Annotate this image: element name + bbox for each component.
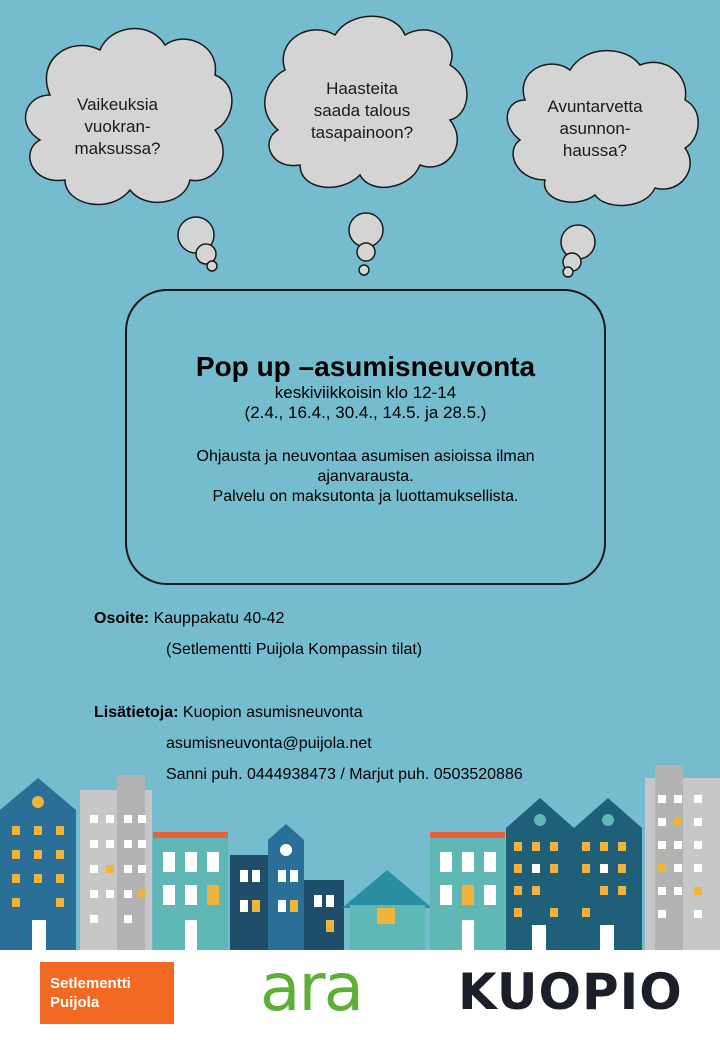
- address-street: Kauppakatu 40-42: [153, 610, 285, 627]
- building-navy-tower: [230, 824, 344, 950]
- cloud-text-line: maksussa?: [74, 139, 161, 158]
- cloud-text-line: tasapainoon?: [310, 123, 414, 142]
- more-info-label: Lisätietoja:: [94, 704, 179, 721]
- event-description-line: Ohjausta ja neuvontaa asumisen asioissa ilman: [196, 448, 535, 465]
- cloud-text-left: [45, 94, 190, 160]
- event-description-line: Palvelu on maksutonta ja luottamuksellista.: [212, 488, 519, 505]
- cloud-text-line: Avuntarvetta: [547, 97, 643, 116]
- event-description-line: ajanvarausta.: [317, 468, 414, 485]
- event-title: Pop up –asumisneuvonta: [195, 351, 536, 382]
- building-grey-right: [645, 765, 720, 950]
- more-info-organization: Kuopion asumisneuvonta: [182, 704, 363, 721]
- event-schedule: keskiviikkoisin klo 12-14: [274, 383, 457, 402]
- cloud-text-line: haussa?: [562, 141, 628, 160]
- building-teal-right: [430, 832, 505, 950]
- cloud-text-line: Haasteita: [326, 79, 398, 98]
- building-blue-gabled: [0, 778, 76, 950]
- building-double-gabled: [506, 798, 642, 950]
- cloud-text-line: vuokran-: [84, 117, 151, 136]
- more-info-phones: Sanni puh. 0444938473 / Marjut puh. 0503520886: [166, 766, 523, 783]
- thought-cloud-middle: [265, 16, 467, 275]
- more-info-email[interactable]: asumisneuvonta@puijola.net: [166, 735, 372, 752]
- ara-logo: ara: [260, 949, 363, 1026]
- cloud-text-line: Vaikeuksia: [77, 95, 158, 114]
- event-dates: (2.4., 16.4., 30.4., 14.5. ja 28.5.): [244, 403, 487, 422]
- logo-text-line: Setlementti: [50, 975, 131, 992]
- building-teal-left: [153, 832, 228, 950]
- setlementti-puijola-logo: [40, 962, 174, 1024]
- building-grey-tall: [80, 775, 152, 950]
- building-small-house: [342, 870, 432, 950]
- logo-text-line: Puijola: [50, 994, 100, 1011]
- address-label: Osoite:: [94, 610, 150, 627]
- cloud-text-line: asunnon-: [559, 119, 631, 138]
- kuopio-logo: KUOPIO: [458, 963, 683, 1021]
- cloud-text-middle: [282, 78, 442, 144]
- cloud-text-line: saada talous: [313, 101, 411, 120]
- address-place: (Setlementti Puijola Kompassin tilat): [166, 641, 423, 658]
- info-box: [125, 289, 606, 585]
- thought-cloud-right: [507, 51, 698, 277]
- cloud-text-right: [520, 96, 670, 162]
- city-skyline-illustration: [0, 760, 720, 950]
